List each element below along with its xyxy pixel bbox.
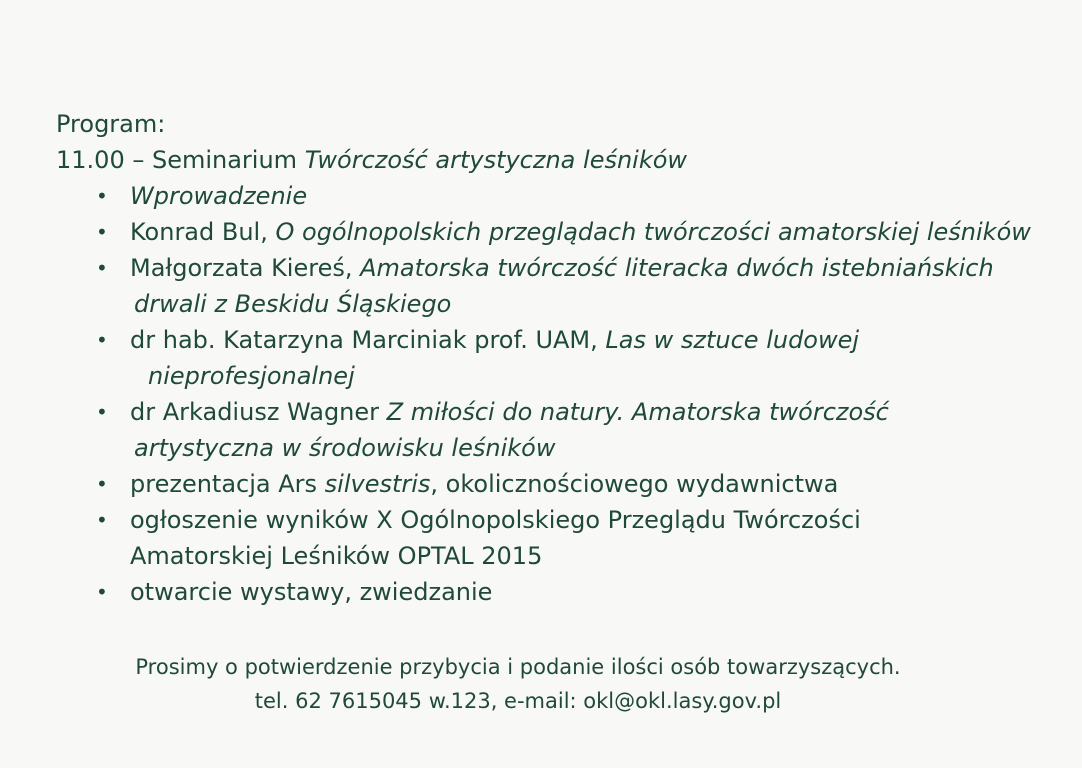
program-item-exhibition bbox=[96, 574, 1056, 610]
item-title: Amatorska twórczość literacka dwóch istebniańskich bbox=[360, 254, 994, 282]
program-item-marciniak bbox=[96, 322, 1056, 394]
program-item-intro bbox=[96, 178, 1056, 214]
seminar-line bbox=[56, 144, 687, 176]
item-title: O ogólnopolskich przeglądach twórczości amatorskiej leśników bbox=[275, 218, 1031, 246]
program-item-wagner bbox=[96, 394, 1056, 466]
results-line1: ogłoszenie wyników X Ogólnopolskiego Przeglądu Twórczości bbox=[130, 506, 861, 534]
seminar-title: Twórczość artystyczna leśników bbox=[304, 146, 688, 174]
program-item-presentation bbox=[96, 466, 1056, 502]
item-title: Z miłości do natury. Amatorska twórczość bbox=[386, 398, 889, 426]
rsvp-footer bbox=[0, 650, 1036, 718]
results-line2: Amatorskiej Leśników OPTAL 2015 bbox=[130, 542, 543, 570]
program-heading: Program: bbox=[56, 110, 166, 138]
item-speaker: Małgorzata Kiereś, bbox=[130, 254, 361, 282]
exhibition-text: otwarcie wystawy, zwiedzanie bbox=[130, 578, 493, 606]
rsvp-request: Prosimy o potwierdzenie przybycia i podanie ilości osób towarzyszących. bbox=[135, 655, 901, 679]
item-speaker: dr hab. Katarzyna Marciniak prof. UAM, bbox=[130, 326, 606, 354]
item-title-continued: artystyczna w środowisku leśników bbox=[134, 434, 556, 462]
item-title: Las w sztuce ludowej bbox=[605, 326, 860, 354]
item-title-continued: drwali z Beskidu Śląskiego bbox=[134, 290, 452, 318]
program-list bbox=[96, 178, 1056, 610]
program-item-bul bbox=[96, 214, 1056, 250]
item-title-continued: nieprofesjonalnej bbox=[148, 362, 355, 390]
seminar-time: 11.00 – Seminarium bbox=[56, 146, 305, 174]
item-title: Wprowadzenie bbox=[130, 182, 308, 210]
presentation-italic: silvestris bbox=[324, 470, 431, 498]
item-speaker: dr Arkadiusz Wagner bbox=[130, 398, 387, 426]
presentation-prefix: prezentacja Ars bbox=[130, 470, 325, 498]
program-item-kieres bbox=[96, 250, 1056, 322]
program-item-results bbox=[96, 502, 1056, 574]
presentation-suffix: , okolicznościowego wydawnictwa bbox=[430, 470, 839, 498]
item-speaker: Konrad Bul, bbox=[130, 218, 276, 246]
contact-info: tel. 62 7615045 w.123, e-mail: okl@okl.lasy.gov.pl bbox=[254, 689, 782, 713]
